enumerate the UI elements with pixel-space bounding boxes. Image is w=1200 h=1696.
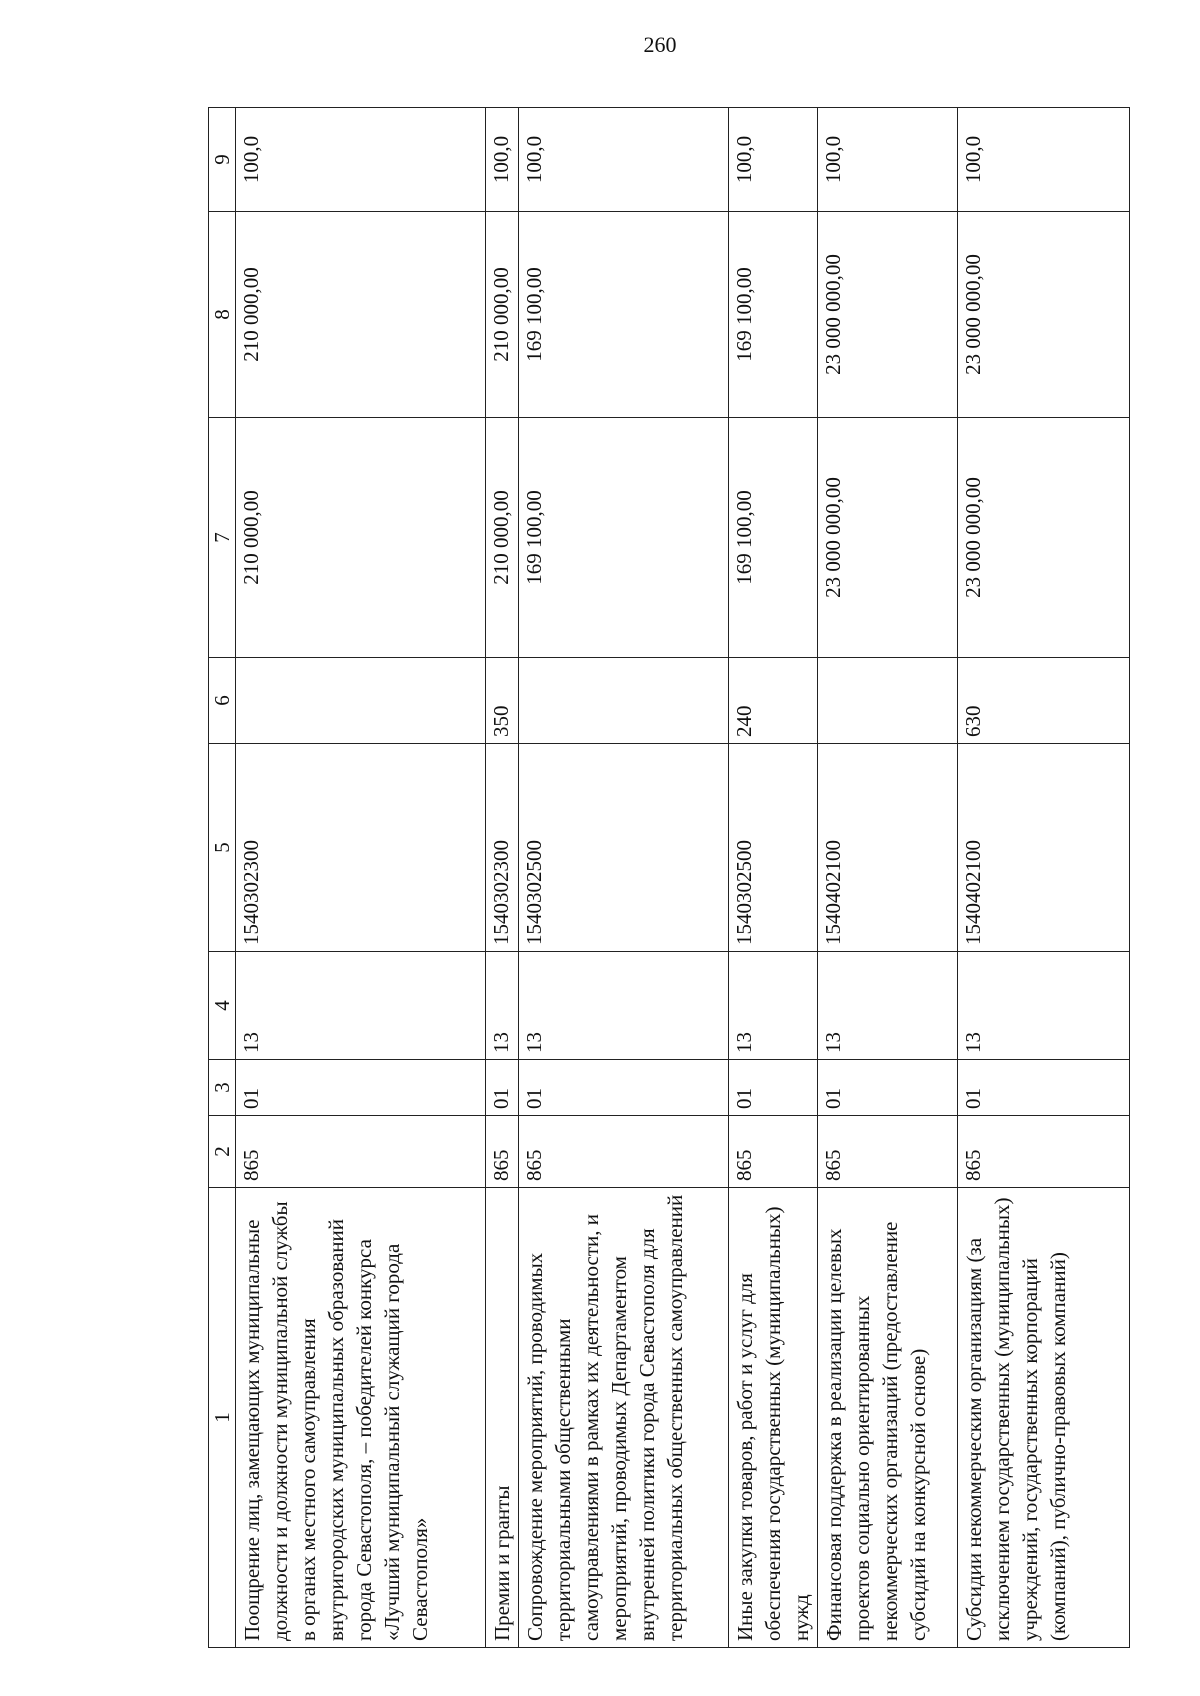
cell-planned: 210 000,00 — [236, 418, 486, 658]
cell-target-article: 1540402100 — [818, 744, 958, 952]
cell-percent: 100,0 — [729, 108, 818, 212]
row-description: Финансовая поддержка в реализации целевых проектов социально ориентированных некоммерческих организаций (предоставление субсидий на конкурсной основе) — [818, 1188, 958, 1648]
header-row — [209, 108, 236, 1648]
header-cell: 9 — [209, 108, 236, 212]
cell-percent: 100,0 — [958, 108, 1130, 212]
cell-ministry-code: 865 — [236, 1116, 486, 1188]
cell-expense-type: 350 — [486, 658, 519, 744]
row-description: Иные закупки товаров, работ и услуг для обеспечения государственных (муниципальных) нужд — [729, 1188, 818, 1648]
cell-executed: 210 000,00 — [486, 212, 519, 418]
cell-subsection: 13 — [236, 952, 486, 1060]
cell-planned: 23 000 000,00 — [818, 418, 958, 658]
cell-ministry-code: 865 — [486, 1116, 519, 1188]
cell-percent: 100,0 — [818, 108, 958, 212]
cell-expense-type: 630 — [958, 658, 1130, 744]
header-cell: 5 — [209, 744, 236, 952]
table-row — [958, 108, 1130, 1648]
row-description: Сопровождение мероприятий, проводимых территориальными общественными самоуправлениями в рамках их деятельности, и мероприятий, проводимых Департаментом внутренней политики города Севастополя для территориальных общественных самоуправлений — [519, 1188, 729, 1648]
table-row — [729, 108, 818, 1648]
budget-table — [208, 107, 1130, 1648]
header-cell: 8 — [209, 212, 236, 418]
header-cell: 2 — [209, 1116, 236, 1188]
cell-executed: 169 100,00 — [729, 212, 818, 418]
cell-planned: 169 100,00 — [519, 418, 729, 658]
cell-percent: 100,0 — [519, 108, 729, 212]
cell-executed: 23 000 000,00 — [818, 212, 958, 418]
cell-planned: 169 100,00 — [729, 418, 818, 658]
table-row — [519, 108, 729, 1648]
cell-target-article: 1540302300 — [486, 744, 519, 952]
table-row — [486, 108, 519, 1648]
header-cell: 6 — [209, 658, 236, 744]
cell-ministry-code: 865 — [958, 1116, 1130, 1188]
cell-subsection: 13 — [818, 952, 958, 1060]
cell-ministry-code: 865 — [818, 1116, 958, 1188]
cell-expense-type — [519, 658, 729, 744]
cell-subsection: 13 — [486, 952, 519, 1060]
cell-subsection: 13 — [958, 952, 1130, 1060]
cell-target-article: 1540302500 — [729, 744, 818, 952]
cell-percent: 100,0 — [236, 108, 486, 212]
cell-planned: 210 000,00 — [486, 418, 519, 658]
row-description: Поощрение лиц, замещающих муниципальные должности и должности муниципальной службы в органах местного самоуправления внутригородских муниципальных образований города Севастополя, – победителей конкурса «Лучший муниципальный служащий города Севастополя» — [236, 1188, 486, 1648]
cell-section: 01 — [486, 1060, 519, 1116]
cell-section: 01 — [958, 1060, 1130, 1116]
cell-section: 01 — [818, 1060, 958, 1116]
cell-ministry-code: 865 — [519, 1116, 729, 1188]
header-cell: 1 — [209, 1188, 236, 1648]
cell-percent: 100,0 — [486, 108, 519, 212]
cell-executed: 23 000 000,00 — [958, 212, 1130, 418]
cell-section: 01 — [236, 1060, 486, 1116]
cell-target-article: 1540302300 — [236, 744, 486, 952]
rotated-table-container — [208, 108, 1130, 1648]
cell-expense-type: 240 — [729, 658, 818, 744]
row-description: Субсидии некоммерческим организациям (за исключением государственных (муниципальных) учреждений, государственных корпораций (компаний), публично-правовых компаний) — [958, 1188, 1130, 1648]
table-row — [818, 108, 958, 1648]
table-row — [236, 108, 486, 1648]
cell-section: 01 — [729, 1060, 818, 1116]
cell-planned: 23 000 000,00 — [958, 418, 1130, 658]
header-cell: 7 — [209, 418, 236, 658]
cell-expense-type — [236, 658, 486, 744]
cell-section: 01 — [519, 1060, 729, 1116]
cell-target-article: 1540402100 — [958, 744, 1130, 952]
cell-executed: 169 100,00 — [519, 212, 729, 418]
cell-target-article: 1540302500 — [519, 744, 729, 952]
cell-subsection: 13 — [729, 952, 818, 1060]
cell-subsection: 13 — [519, 952, 729, 1060]
header-cell: 3 — [209, 1060, 236, 1116]
cell-expense-type — [818, 658, 958, 744]
page-number: 260 — [643, 32, 677, 57]
cell-ministry-code: 865 — [729, 1116, 818, 1188]
header-cell: 4 — [209, 952, 236, 1060]
row-description: Премии и гранты — [486, 1188, 519, 1648]
cell-executed: 210 000,00 — [236, 212, 486, 418]
